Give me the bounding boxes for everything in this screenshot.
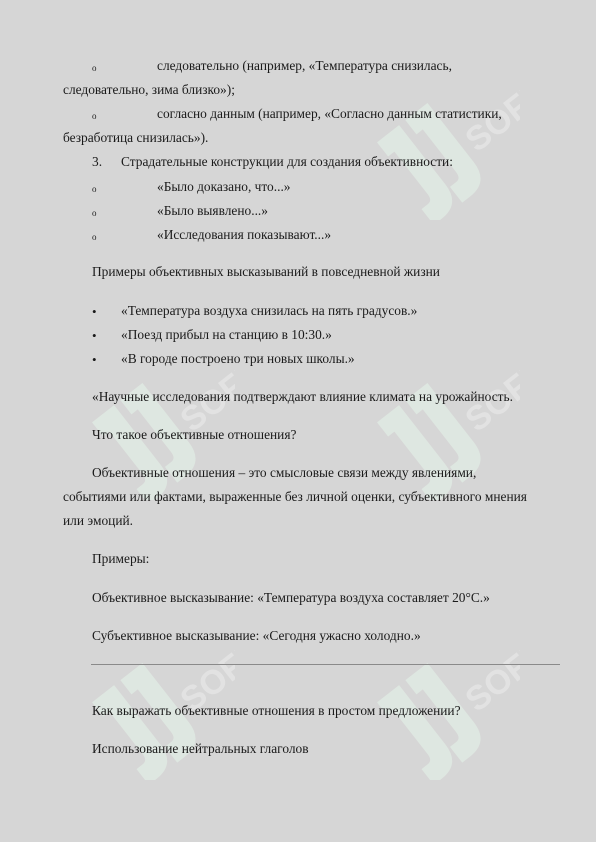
list-bullet: •	[92, 352, 97, 367]
paragraph: «Научные исследования подтверждают влияние климата на урожайность.	[92, 389, 513, 404]
list-item-text: «Температура воздуха снизилась на пять градусов.»	[121, 303, 418, 318]
list-item-text: согласно данным (например, «Согласно данным статистики,	[157, 106, 502, 121]
definition-line: или эмоций.	[63, 513, 134, 528]
list-bullet: •	[92, 328, 97, 343]
definition-line: событиями или фактами, выраженные без личной оценки, субъективного мнения	[63, 489, 527, 504]
list-item-text-cont: безработица снизилась»).	[63, 130, 209, 145]
list-bullet: o	[92, 63, 97, 73]
objective-example: Объективное высказывание: «Температура воздуха составляет 20°C.»	[92, 590, 490, 605]
list-bullet: o	[92, 111, 97, 121]
svg-text:SOFF: SOFF	[458, 353, 520, 440]
list-bullet: •	[92, 304, 97, 319]
list-bullet: o	[92, 208, 97, 218]
horizontal-divider	[91, 664, 560, 665]
svg-text:SOFF: SOFF	[458, 73, 520, 160]
subjective-example: Субъективное высказывание: «Сегодня ужасно холодно.»	[92, 628, 421, 643]
svg-text:SOFF: SOFF	[173, 633, 235, 720]
svg-text:SOFF: SOFF	[458, 633, 520, 720]
section-number: 3.	[92, 154, 103, 169]
watermark-logo	[370, 620, 520, 780]
list-bullet: o	[92, 184, 97, 194]
list-item-text: «Исследования показывают...»	[157, 227, 332, 242]
paragraph-heading: Примеры объективных высказываний в повседневной жизни	[92, 264, 440, 279]
question-heading: Как выражать объективные отношения в простом предложении?	[92, 703, 461, 718]
list-item-text: «В городе построено три новых школы.»	[121, 351, 355, 366]
list-bullet: o	[92, 232, 97, 242]
watermark-logo	[370, 60, 520, 220]
list-item-text: «Было доказано, что...»	[157, 179, 291, 194]
definition-line: Объективные отношения – это смысловые связи между явлениями,	[92, 465, 477, 480]
subheading: Использование нейтральных глаголов	[92, 741, 309, 756]
list-item-text: следовательно (например, «Температура снизилась,	[157, 58, 452, 73]
svg-text:SOFF: SOFF	[173, 353, 235, 440]
examples-label: Примеры:	[92, 551, 150, 566]
list-item-text: «Поезд прибыл на станцию в 10:30.»	[121, 327, 332, 342]
question-heading: Что такое объективные отношения?	[92, 427, 297, 442]
section-title: Страдательные конструкции для создания объективности:	[121, 154, 453, 169]
list-item-text-cont: следовательно, зима близко»);	[63, 82, 235, 97]
list-item-text: «Было выявлено...»	[157, 203, 268, 218]
